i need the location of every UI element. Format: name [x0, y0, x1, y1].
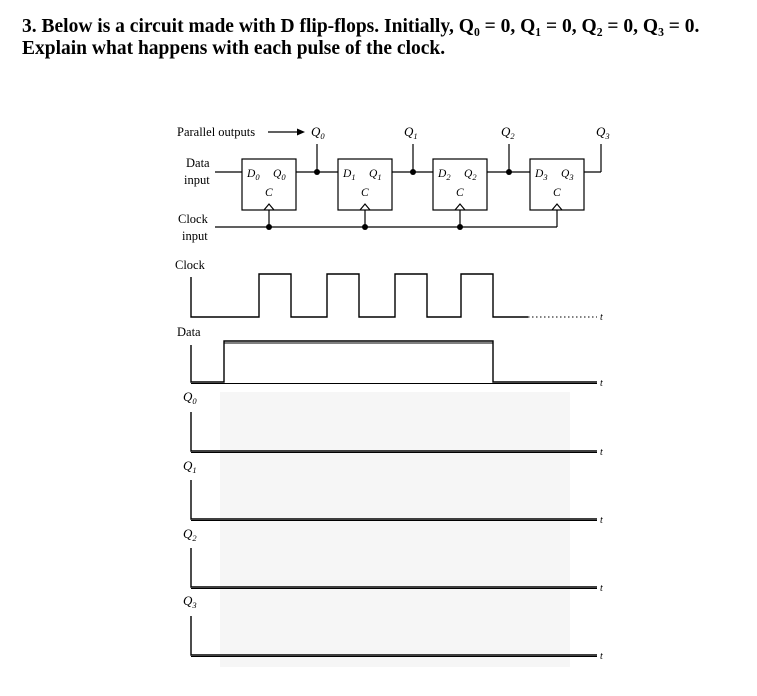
shift-register-circuit [177, 124, 610, 243]
parallel-outputs-label: Parallel outputs [177, 125, 256, 139]
output-label-q1: $Q_1$ [404, 124, 418, 141]
ff3-d-label: $D_3$ [535, 168, 548, 182]
ff1-q-label: $Q_1$ [369, 168, 382, 182]
ff2-c-label: C [456, 187, 464, 199]
ff2-d-label: $D_2$ [438, 168, 451, 182]
time-axis-label: t [600, 378, 603, 389]
timing-label-q1: $Q_1$ [183, 458, 197, 475]
flip-flop-2 [433, 159, 487, 210]
output-label-q3: $Q_3$ [596, 124, 610, 141]
ff0-c-label: C [265, 187, 273, 199]
question-line-2: Explain what happens with each pulse of the clock. [22, 38, 446, 59]
time-axis-label: t [600, 312, 603, 323]
junction-dot [266, 224, 272, 230]
ff0-q-label: $Q_0$ [273, 168, 286, 182]
ff2-q-label: $Q_2$ [464, 168, 477, 182]
timing-label-q3: $Q_3$ [183, 593, 197, 610]
data-input-label-line2: input [184, 173, 210, 187]
junction-dot [457, 224, 463, 230]
time-axis-label: t [600, 583, 603, 594]
time-axis-label: t [600, 651, 603, 662]
ff0-d-label: $D_0$ [247, 168, 260, 182]
junction-dot [410, 169, 416, 175]
timing-label-data: Data [177, 325, 201, 339]
clock-input-label-line2: input [182, 229, 208, 243]
ff1-d-label: $D_1$ [343, 168, 356, 182]
output-label-q2: $Q_2$ [501, 124, 515, 141]
data-input-label-line1: Data [186, 156, 210, 170]
time-axis-label: t [600, 515, 603, 526]
data-waveform [191, 341, 597, 382]
ff1-c-label: C [361, 187, 369, 199]
flip-flop-0 [242, 159, 296, 210]
ff3-q-label: $Q_3$ [561, 168, 574, 182]
flip-flop-3 [530, 159, 584, 210]
clock-input-label-line1: Clock [178, 212, 208, 226]
output-label-q0: $Q_0$ [311, 124, 325, 141]
ff3-clock-triangle [552, 204, 562, 210]
flip-flop-1 [338, 159, 392, 210]
ff0-clock-triangle [264, 204, 274, 210]
junction-dot [506, 169, 512, 175]
junction-dot [362, 224, 368, 230]
answer-area-shading [220, 392, 570, 667]
time-axis-label: t [600, 447, 603, 458]
timing-label-q0: $Q_0$ [183, 389, 197, 406]
timing-diagram [175, 258, 603, 667]
question-line-1: 3. Below is a circuit made with D flip-flops. Initially, Q₀ = 0, Q₁ = 0, Q₂ = 0, Q₃ = 0. [22, 16, 700, 37]
ff1-clock-triangle [360, 204, 370, 210]
timing-label-q2: $Q_2$ [183, 526, 197, 543]
clock-waveform [191, 274, 528, 317]
timing-label-clock: Clock [175, 258, 205, 272]
junction-dot [314, 169, 320, 175]
ff2-clock-triangle [455, 204, 465, 210]
ff3-c-label: C [553, 187, 561, 199]
arrow-head-icon [297, 129, 305, 136]
